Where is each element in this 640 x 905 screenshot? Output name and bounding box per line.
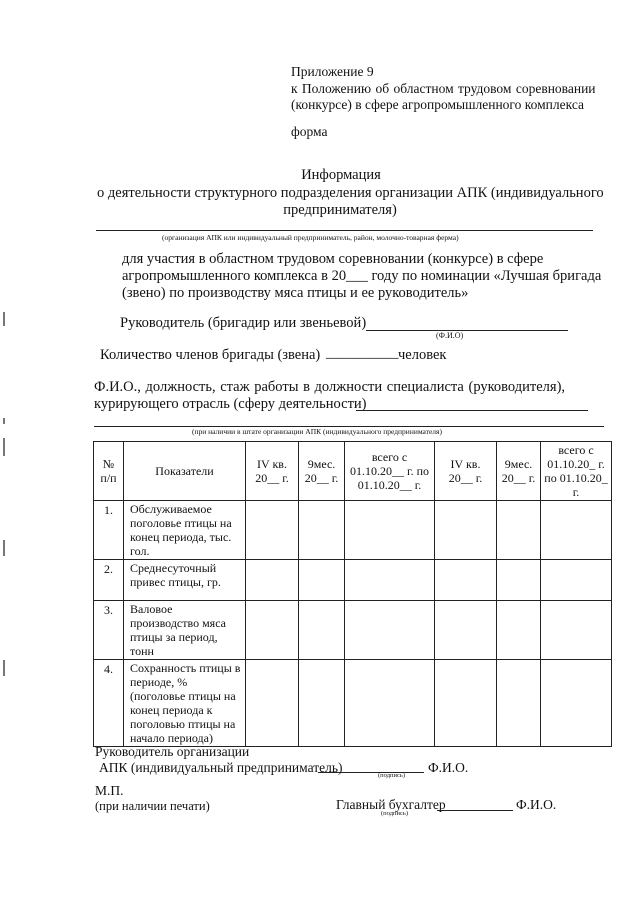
row-number: 1. [94, 501, 124, 560]
appendix-title: Приложение 9 [291, 64, 374, 79]
stamp-note: (при наличии печати) [95, 799, 210, 813]
row-number: 3. [94, 601, 124, 660]
scan-mark [3, 660, 5, 676]
curator-line-2: курирующего отрасль (сферу деятельности) [94, 396, 367, 412]
row-number: 2. [94, 560, 124, 601]
table-cell[interactable] [541, 501, 612, 560]
scan-mark [3, 438, 5, 456]
table-cell[interactable] [299, 601, 345, 660]
table-cell[interactable] [497, 660, 541, 747]
table-cell[interactable] [435, 560, 497, 601]
col-header-total-b: всего с 01.10.20_ г. по 01.10.20_ г. [541, 442, 612, 501]
curator-underline-1 [356, 410, 588, 411]
col-header-q4-a: IV кв. 20__ г. [246, 442, 299, 501]
stamp-label: М.П. [95, 783, 124, 798]
members-blank: __________ [326, 345, 399, 361]
table-cell[interactable] [246, 560, 299, 601]
col-header-9m-a: 9мес. 20__ г. [299, 442, 345, 501]
leader-label: Руководитель (бригадир или звеньевой) [120, 315, 367, 331]
table-cell[interactable] [541, 560, 612, 601]
org-head-label-2: АПК (индивидуальный предприниматель) [99, 760, 343, 775]
chief-accountant-signature-caption: (подпись) [381, 810, 408, 817]
scan-mark [3, 540, 5, 556]
table-cell[interactable] [345, 660, 435, 747]
row-label: Среднесуточный привес птицы, гр. [124, 560, 246, 601]
table-cell[interactable] [299, 560, 345, 601]
form-label: форма [291, 124, 328, 139]
col-header-q4-b: IV кв. 20__ г. [435, 442, 497, 501]
table-cell[interactable] [246, 501, 299, 560]
doc-subtitle-line-2: предпринимателя) [283, 202, 397, 218]
participation-line-3: (звено) по производству мяса птицы и ее руководитель» [122, 285, 469, 301]
leader-caption: (Ф.И.О) [436, 331, 464, 340]
org-caption: (организация АПК или индивидуальный предприниматель, район, молочно-товарная ферма) [162, 233, 459, 242]
table-cell[interactable] [435, 601, 497, 660]
col-header-indicators: Показатели [124, 442, 246, 501]
members-unit: человек [398, 347, 447, 363]
table-cell[interactable] [345, 560, 435, 601]
table-cell[interactable] [497, 601, 541, 660]
doc-title: Информация [301, 167, 381, 183]
col-header-number: № п/п [94, 442, 124, 501]
org-head-signature-caption: (подпись) [378, 772, 405, 779]
org-underline [96, 230, 593, 231]
col-header-9m-b: 9мес. 20__ г. [497, 442, 541, 501]
chief-accountant-signature-line [437, 810, 513, 811]
table-cell[interactable] [497, 501, 541, 560]
scan-mark [3, 312, 5, 326]
table-cell[interactable] [299, 501, 345, 560]
curator-caption: (при наличии в штате организации АПК (индивидуального предпринимателя) [192, 427, 442, 436]
table-cell[interactable] [497, 560, 541, 601]
table-row [94, 560, 612, 601]
scan-mark [3, 418, 5, 424]
participation-line-1: для участия в областном трудовом соревновании (конкурсе) в сфере [122, 251, 544, 267]
row-label: Валовое производство мяса птицы за период, тонн [124, 601, 246, 660]
table-header-row [94, 442, 612, 501]
org-head-signature-line [318, 772, 424, 773]
row-label: Сохранность птицы в периоде, % (поголовье птицы на конец периода к поголовью птицы на начало периода) [124, 660, 246, 747]
table-cell[interactable] [299, 660, 345, 747]
table-cell[interactable] [345, 601, 435, 660]
appendix-line-1: к Положению об областном трудовом соревновании [291, 81, 596, 96]
table-row [94, 501, 612, 560]
table-row [94, 660, 612, 747]
chief-accountant-label: Главный бухгалтер [336, 797, 446, 812]
table-cell[interactable] [541, 660, 612, 747]
table-cell[interactable] [541, 601, 612, 660]
appendix-line-2: (конкурсе) в сфере агропромышленного комплекса [291, 97, 584, 112]
doc-subtitle-line-1: о деятельности структурного подразделения организации АПК (индивидуального [97, 185, 604, 201]
indicators-table [93, 441, 612, 747]
table-cell[interactable] [435, 501, 497, 560]
table-cell[interactable] [246, 601, 299, 660]
curator-line-1: Ф.И.О., должность, стаж работы в должности специалиста (руководителя), [94, 379, 566, 395]
org-head-label-1: Руководитель организации [95, 744, 250, 759]
chief-accountant-fio: Ф.И.О. [516, 797, 557, 812]
members-label: Количество членов бригады (звена) [100, 347, 321, 363]
row-number: 4. [94, 660, 124, 747]
row-label: Обслуживаемое поголовье птицы на конец периода, тыс. гол. [124, 501, 246, 560]
table-cell[interactable] [246, 660, 299, 747]
table-cell[interactable] [345, 501, 435, 560]
leader-underline [366, 330, 568, 331]
table-cell[interactable] [435, 660, 497, 747]
participation-line-2: агропромышленного комплекса в 20___ году по номинации «Лучшая бригада [122, 268, 602, 284]
org-head-fio: Ф.И.О. [428, 760, 469, 775]
col-header-total-a: всего с 01.10.20__ г. по 01.10.20__ г. [345, 442, 435, 501]
table-row [94, 601, 612, 660]
